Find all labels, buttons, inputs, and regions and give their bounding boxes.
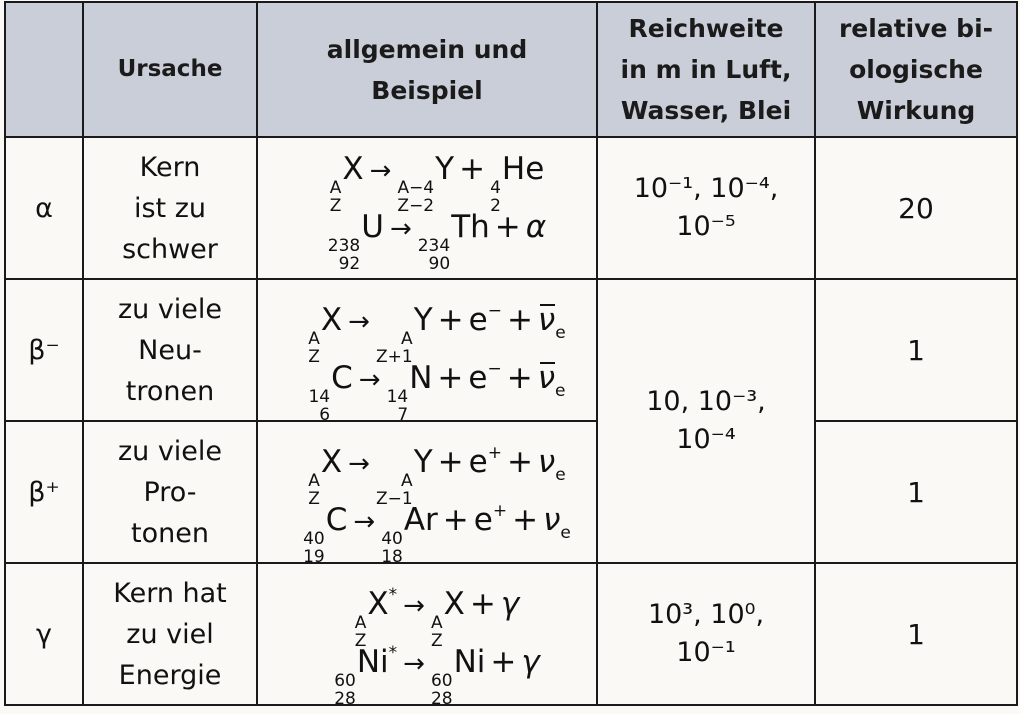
equation-cell [257,137,597,279]
isotope-numbers: A Z [308,329,320,367]
nucleus-symbol: X [342,151,364,187]
cause-line: Pro- [143,476,197,508]
nucleus-symbol: X [367,586,389,622]
electron-symbol: e [468,302,488,338]
equation-cell [257,563,597,709]
nucleus-symbol: Ni [453,644,486,680]
electron-symbol: e [468,360,488,396]
nucleus-symbol: X [320,444,343,480]
arrow-icon: → [348,449,370,479]
plus-sign: + [512,502,539,538]
cause-cell [83,137,257,279]
header-cause: Ursache [83,2,257,137]
plus-sign: + [490,644,517,680]
gamma-symbol: γ [500,586,520,622]
isotope-numbers: 40 19 [303,529,325,567]
plus-sign: + [459,151,486,187]
cause-line: zu viele [117,293,223,325]
header-line: allgemein und [326,34,528,64]
positron-symbol: e [473,502,493,538]
general-equation [278,292,596,367]
cause-line: tronen [125,375,215,407]
header-line: ologische [849,55,983,84]
arrow-icon: → [348,307,370,337]
arrow-icon: → [369,156,392,186]
plus-sign: + [469,586,496,622]
range-cell [597,137,815,279]
particle-symbol: γ [5,563,83,705]
example-equation [278,634,596,709]
excited-star: * [388,585,398,605]
range-line: 10⁻¹, 10⁻⁴, [633,173,779,204]
charge-sign: + [487,443,502,463]
header-general-example [257,2,597,137]
header-line: Wirkung [856,96,976,125]
range-line: 10⁻¹ [676,637,736,668]
neutrino-subscript: e [555,323,566,343]
arrow-icon: → [403,649,425,679]
range-line: 10⁻⁵ [676,211,736,242]
example-equation [278,350,596,425]
general-equation [278,434,596,509]
neutrino-subscript: e [555,465,566,485]
plus-sign: + [442,502,469,538]
range-cell [597,279,815,563]
biological-effect-value: 1 [815,421,1017,563]
table-row [5,279,1017,421]
cause-line: zu viel [126,618,214,650]
header-biological-effect [815,2,1017,137]
positron-symbol: e [468,444,488,480]
plus-sign: + [506,444,533,480]
particle-symbol: β⁺ [5,421,83,563]
plus-sign: + [437,360,464,396]
isotope-numbers: A Z [430,613,443,651]
alpha-symbol: α [525,209,547,245]
biological-effect-value: 1 [815,563,1017,705]
header-line: in m in Luft, [620,55,792,84]
header-particle [5,2,83,137]
nucleus-symbol: N [409,360,433,396]
nucleus-symbol: Ar [403,502,438,538]
nucleus-symbol: He [501,151,545,187]
nucleus-symbol: X [320,302,343,338]
arrow-icon: → [403,591,425,621]
neutrino-symbol: ν [543,502,561,538]
excited-star: * [388,643,398,663]
example-equation [278,208,596,274]
neutrino-subscript: e [555,381,566,401]
nucleus-symbol: C [325,502,348,538]
isotope-numbers: 60 28 [334,671,356,709]
isotope-numbers: 14 6 [308,387,331,425]
header-line: relative bi- [838,14,994,43]
charge-sign: − [487,359,502,379]
table-row [5,563,1017,705]
nucleus-symbol: X [443,586,465,622]
table-row [5,137,1017,279]
cause-line: tonen [131,517,209,549]
isotope-numbers: 238 92 [327,236,361,274]
range-line: 10³, 10⁰, [647,599,765,630]
plus-sign: + [437,302,464,338]
header-line: Reichweite [628,14,784,43]
cause-line: Energie [118,659,222,691]
header-line: Wasser, Blei [620,96,792,125]
gamma-symbol: γ [521,644,540,680]
arrow-icon: → [358,365,381,395]
cause-line: Kern [139,151,201,183]
plus-sign: + [506,302,533,338]
equation-cell [257,279,597,425]
isotope-numbers: A Z+1 [375,329,413,367]
cause-cell [83,421,257,563]
particle-symbol: β⁻ [5,279,83,421]
particle-symbol: α [5,137,83,279]
cause-cell [83,563,257,705]
charge-sign: + [492,501,508,521]
plus-sign: + [494,209,521,245]
nucleus-symbol: Y [413,444,433,480]
cause-line: ist zu [133,192,207,224]
cause-line: schwer [122,233,218,265]
neutrino-subscript: e [560,523,571,543]
biological-effect-value: 1 [815,279,1017,421]
equation-cell [257,421,597,567]
biological-effect-value: 20 [815,137,1017,279]
neutrino-symbol: ν [537,444,556,480]
antineutrino-symbol: ν [537,302,556,338]
cause-line: Kern hat [113,577,227,609]
general-equation [278,150,596,216]
isotope-numbers: 14 7 [386,387,409,425]
nucleus-symbol: Y [435,151,455,187]
range-line: 10⁻⁴ [676,424,736,455]
header-row [5,2,1017,137]
nucleus-symbol: C [331,360,353,396]
header-line: Beispiel [371,75,483,105]
arrow-icon: → [389,214,412,244]
isotope-numbers: 40 18 [381,529,403,567]
nucleus-symbol: Th [451,209,490,245]
isotope-numbers: A Z−1 [375,471,413,509]
isotope-numbers: A Z [308,471,320,509]
nucleus-symbol: Ni [356,644,389,680]
cause-cell [83,279,257,421]
table-row [5,421,1017,563]
cause-line: zu viele [117,435,223,467]
arrow-icon: → [353,507,376,537]
range-cell [597,563,815,705]
plus-sign: + [506,360,533,396]
cause-line: Neu- [138,334,202,366]
range-line: 10, 10⁻³, [646,386,766,417]
isotope-numbers: 4 2 [490,178,501,216]
charge-sign: − [487,301,502,321]
isotope-numbers: A Z [354,613,367,651]
isotope-numbers: A Z [329,178,342,216]
radioactive-decay-table [4,1,1018,709]
nucleus-symbol: Y [413,302,433,338]
isotope-numbers: 234 90 [417,236,451,274]
example-equation [278,492,596,567]
header-range [597,2,815,137]
nucleus-symbol: U [361,209,384,245]
plus-sign: + [437,444,464,480]
antineutrino-symbol: ν [537,360,556,396]
general-equation [278,576,596,651]
isotope-numbers: 60 28 [430,671,453,709]
isotope-numbers: A−4 Z−2 [397,178,435,216]
